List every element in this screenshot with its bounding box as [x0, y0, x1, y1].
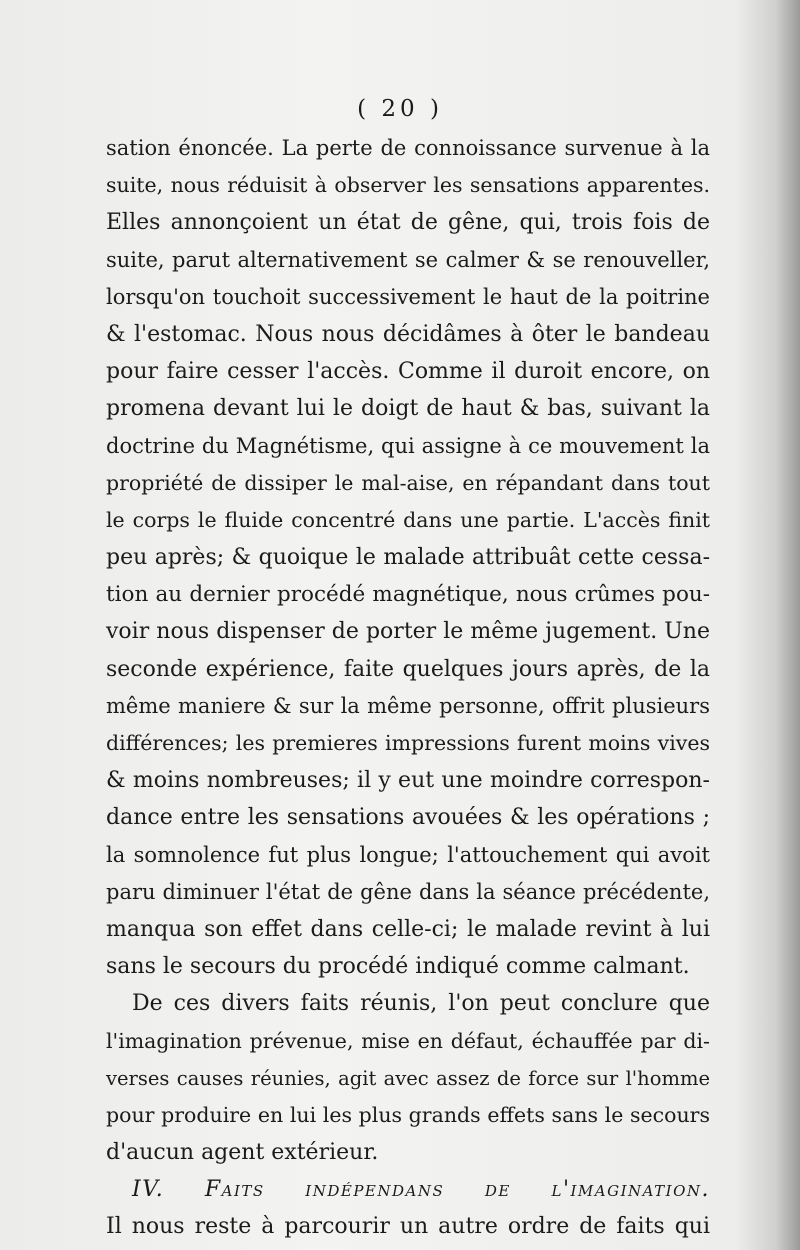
text-line: & moins nombreuses; il y eut une moindre correspon-: [106, 768, 710, 794]
text-line: doctrine du Magnétisme, qui assigne à ce mouvement la: [106, 433, 710, 458]
text-line: tion au dernier procédé magnétique, nous crûmes pou-: [106, 582, 710, 608]
section-heading: IV. Faits indépendans de l'imagination.: [132, 1177, 710, 1203]
text-line: suite, nous réduisit à observer les sensations apparentes.: [106, 173, 710, 198]
text-line: le corps le fluide concentré dans une partie. L'accès finit: [106, 507, 710, 532]
body-text: [106, 130, 710, 1246]
text-line: voir nous dispenser de porter le même jugement. Une: [106, 619, 710, 645]
text-line: verses causes réunies, agit avec assez de force sur l'homme: [106, 1066, 710, 1090]
text-line: dance entre les sensations avouées & les opérations ;: [106, 805, 710, 831]
text-line: même maniere & sur la même personne, offrit plusieurs: [106, 693, 710, 718]
text-line: promena devant lui le doigt de haut & bas, suivant la: [106, 396, 710, 422]
text-line: suite, parut alternativement se calmer & se renouveller,: [106, 247, 710, 272]
text-line: Elles annonçoient un état de gêne, qui, trois fois de: [106, 210, 710, 236]
text-line: paru diminuer l'état de gêne dans la séance précédente,: [106, 879, 710, 904]
text-line: pour faire cesser l'accès. Comme il duroit encore, on: [106, 359, 710, 385]
text-line: pour produire en lui les plus grands effets sans le secours: [106, 1102, 710, 1127]
text-line: & l'estomac. Nous nous décidâmes à ôter le bandeau: [106, 321, 710, 347]
text-line: la somnolence fut plus longue; l'attouchement qui avoit: [106, 842, 710, 867]
text-line: Il nous reste à parcourir un autre ordre de faits qui: [106, 1214, 710, 1240]
text-line: peu après; & quoique le malade attribuât cette cessa-: [106, 545, 710, 571]
text-line: seconde expérience, faite quelques jours après, de la: [106, 656, 710, 682]
page-number: ( 20 ): [357, 96, 443, 122]
text-line: sation énoncée. La perte de connoissance survenue à la: [106, 136, 710, 160]
text-line: lorsqu'on touchoit successivement le haut de la poitrine: [106, 284, 710, 309]
text-line: propriété de dissiper le mal-aise, en répandant dans tout: [106, 470, 710, 495]
text-line: manqua son effet dans celle-ci; le malade revint à lui: [106, 916, 710, 942]
text-line: De ces divers faits réunis, l'on peut conclure que: [132, 991, 710, 1017]
text-line: d'aucun agent extérieur.: [106, 1140, 379, 1166]
text-line: l'imagination prévenue, mise en défaut, échauffée par di-: [106, 1028, 710, 1053]
text-line: sans le secours du procédé indiqué comme calmant.: [106, 954, 690, 980]
text-line: différences; les premieres impressions furent moins vives: [106, 731, 710, 755]
